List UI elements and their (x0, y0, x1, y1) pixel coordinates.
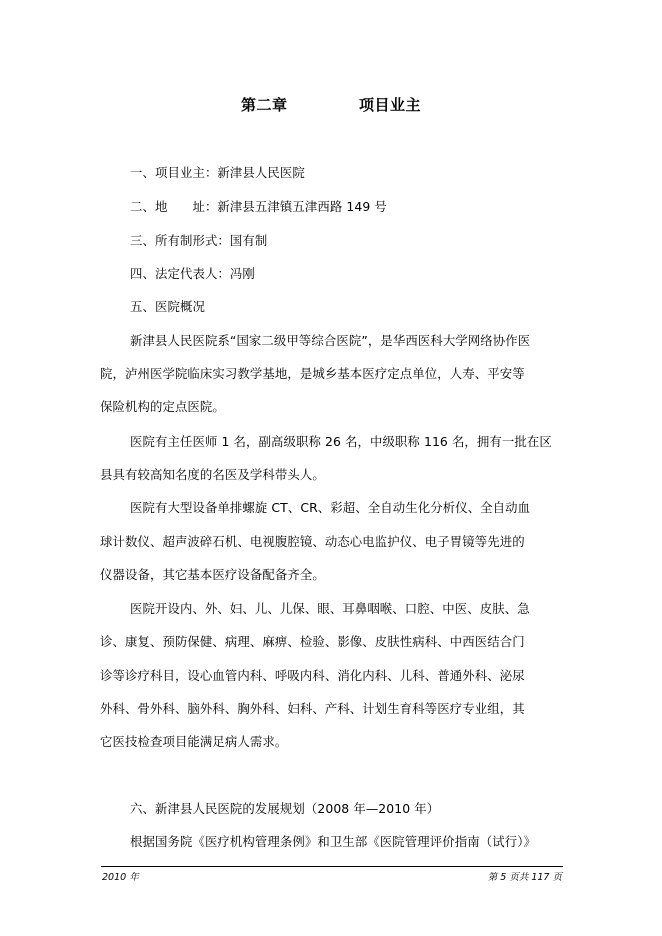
paragraph-line: 医院开设内、外、妇、儿、儿保、眼、耳鼻咽喉、口腔、中医、皮肤、急 (130, 601, 530, 616)
paragraph-line: 诊等诊疗科目，设心血管内科、呼吸内科、消化内科、儿科、普通外科、泌尿 (100, 668, 525, 683)
paragraph-line: 诊、康复、预防保健、病理、麻痹、检验、影像、皮肤性病科、中西医结合门 (100, 634, 525, 649)
address-line: 二、地 址：新津县五津镇五津西路 149 号 (130, 199, 387, 214)
footer-page-number: 第 5 页共 117 页 (487, 872, 562, 883)
paragraph-line: 仪器设备，其它基本医疗设备配备齐全。 (100, 567, 325, 582)
paragraph-line: 它医技检查项目能满足病人需求。 (100, 734, 288, 749)
paragraph-line: 外科、骨外科、脑外科、胸外科、妇科、产科、计划生育科等医疗专业组，其 (100, 701, 525, 716)
ownership-line: 三、所有制形式：国有制 (130, 233, 268, 248)
paragraph-line: 县具有较高知名度的名医及学科带头人。 (100, 467, 325, 482)
legal-representative-line: 四、法定代表人：冯刚 (130, 266, 255, 281)
paragraph-line: 医院有主任医师 1 名，副高级职称 26 名，中级职称 116 名，拥有一批在区 (130, 434, 552, 449)
paragraph-line: 球计数仪、超声波碎石机、电视腹腔镜、动态心电监护仪、电子胃镜等先进的 (100, 534, 525, 549)
paragraph-line: 医院有大型设备单排螺旋 CT、CR、彩超、全自动生化分析仪、全自动血 (130, 500, 531, 515)
development-plan-heading: 六、新津县人民医院的发展规划（2008 年—2010 年） (130, 801, 440, 816)
paragraph-line: 保险机构的定点医院。 (100, 399, 225, 414)
paragraph-line: 院，泸州医学院临床实习教学基地，是城乡基本医疗定点单位，人寿、平安等 (100, 366, 525, 381)
owner-line: 一、项目业主：新津县人民医院 (130, 165, 305, 180)
footer-year: 2010 年 (102, 872, 139, 883)
overview-heading: 五、医院概况 (130, 299, 205, 314)
paragraph-line: 根据国务院《医疗机构管理条例》和卫生部《医院管理评价指南（试行）》 (130, 834, 536, 849)
chapter-title: 第二章 项目业主 (241, 96, 421, 114)
paragraph-line: 新津县人民医院系“国家二级甲等综合医院”，是华西医科大学网络协作医 (130, 333, 531, 348)
footer-divider (101, 866, 563, 867)
